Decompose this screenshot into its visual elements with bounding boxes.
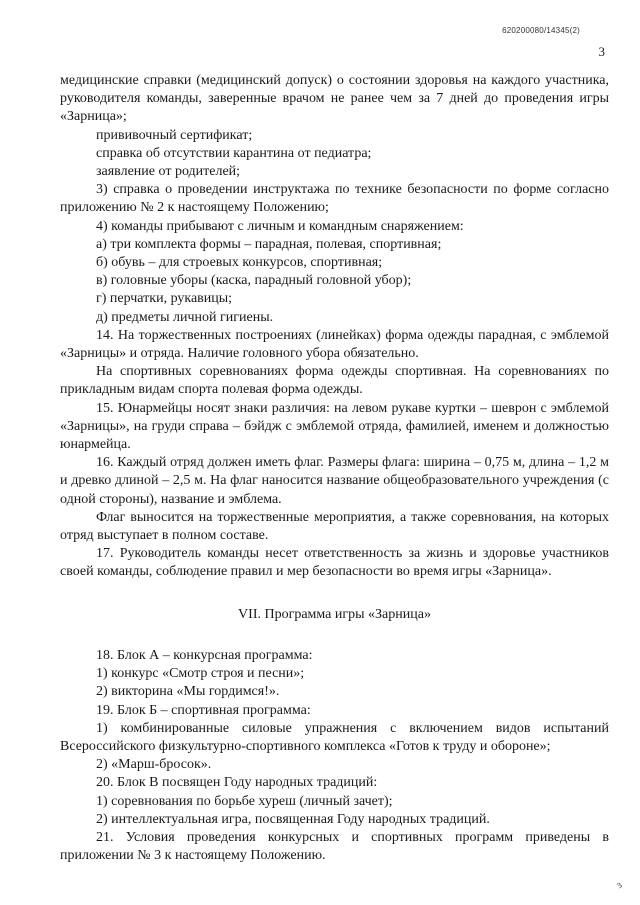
section-title: VII. Программа игры «Зарница»	[238, 606, 431, 622]
paragraph: 1) конкурс «Смотр строя и песни»;	[96, 666, 305, 682]
paragraph: 2) интеллектуальная игра, посвященная Году народных традиций.	[96, 811, 490, 827]
paragraph: 1) соревнования по борьбе хуреш (личный зачет);	[96, 793, 393, 809]
corner-mark: ɜ	[614, 878, 625, 892]
paragraphs-bottom	[60, 647, 609, 865]
paragraph: прививочный сертификат;	[96, 127, 253, 143]
paragraph: г) перчатки, рукавицы;	[96, 291, 233, 307]
paragraph: 1) комбинированные силовые упражнения с включением видов испытаний Всероссийского физкультурно-спортивного комплекса «Готов к труду и обороне»;	[60, 720, 609, 754]
paragraph: 20. Блок В посвящен Году народных традиций:	[96, 775, 378, 791]
document-body	[60, 72, 609, 865]
paragraph: 16. Каждый отряд должен иметь флаг. Размеры флага: ширина – 0,75 м, длина – 1,2 м и древко длиной – 2,5 м. На флаг наносится название общеобразовательного учреждения (с одной стороны), название и эмблема.	[60, 455, 609, 507]
paragraph: медицинские справки (медицинский допуск) о состоянии здоровья на каждого участника, руководителя команды, заверенные врачом не ранее чем за 7 дней до проведения игры «Зарница»;	[60, 73, 609, 125]
paragraph: 18. Блок А – конкурсная программа:	[96, 647, 313, 663]
paragraphs-top	[60, 72, 609, 582]
paragraph: в) головные уборы (каска, парадный головной убор);	[96, 273, 412, 289]
paragraph: 2) викторина «Мы гордимся!».	[96, 684, 280, 700]
paragraph: 17. Руководитель команды несет ответственность за жизнь и здоровье участников своей команды, соблюдение правил и мер безопасности во время игры «Зарница».	[60, 546, 609, 580]
paragraph: заявление от родителей;	[96, 164, 241, 180]
page-number: 3	[598, 44, 605, 59]
document-id: 620200080/14345(2)	[502, 26, 580, 35]
paragraph: б) обувь – для строевых конкурсов, спортивная;	[96, 255, 383, 271]
paragraph: справка об отсутствии карантина от педиатра;	[96, 145, 372, 161]
paragraph: 21. Условия проведения конкурсных и спортивных программ приведены в приложении № 3 к настоящему Положению.	[60, 829, 609, 864]
paragraph: 4) команды прибывают с личным и командным снаряжением:	[96, 218, 464, 234]
paragraph: д) предметы личной гигиены.	[96, 309, 274, 325]
paragraph: 14. На торжественных построениях (линейках) форма одежды парадная, с эмблемой «Зарницы» и отряда. Наличие головного убора обязательно.	[60, 327, 609, 362]
paragraph: Флаг выносится на торжественные мероприятия, а также соревнования, на которых отряд выступает в полном составе.	[60, 509, 609, 544]
paragraph: 19. Блок Б – спортивная программа:	[96, 702, 311, 718]
paragraph: На спортивных соревнованиях форма одежды спортивная. На соревнованиях по прикладным видам спорта полевая форма одежды.	[60, 364, 609, 398]
paragraph: 15. Юнармейцы носят знаки различия: на левом рукаве куртки – шеврон с эмблемой «Зарницы», на груди справа – бэйдж с эмблемой отряда, фамилией, именем и должностью юнармейца.	[60, 400, 609, 453]
paragraph: а) три комплекта формы – парадная, полевая, спортивная;	[96, 236, 442, 252]
paragraph: 3) справка о проведении инструктажа по технике безопасности по форме согласно приложению № 2 к настоящему Положению;	[60, 182, 609, 216]
paragraph: 2) «Марш-бросок».	[96, 757, 212, 773]
